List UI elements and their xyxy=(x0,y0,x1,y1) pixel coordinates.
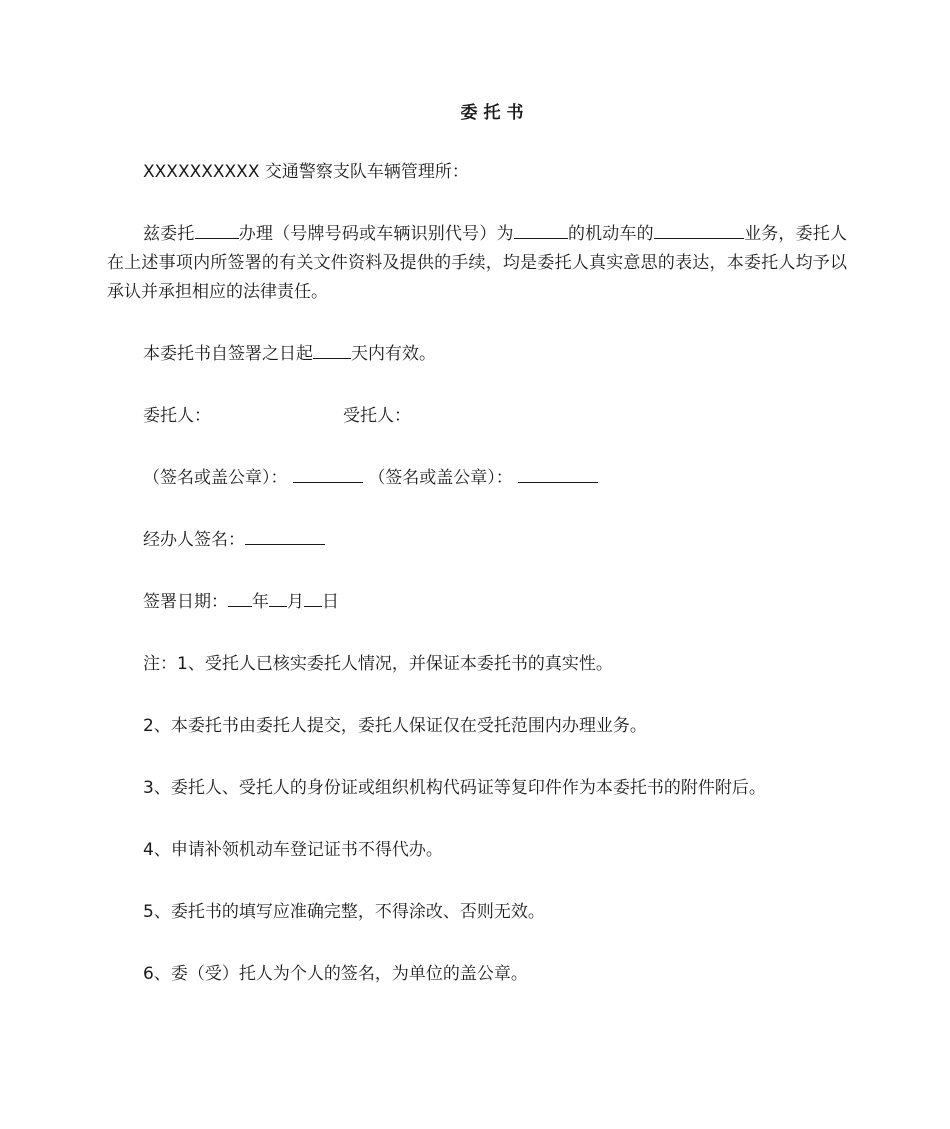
note-item: 2、本委托书由委托人提交，委托人保证仅在受托范围内办理业务。 xyxy=(143,716,647,736)
body-text-1: 兹委托 xyxy=(143,224,195,244)
blank-handler-signature xyxy=(245,527,325,545)
validity-before: 本委托书自签署之日起 xyxy=(143,344,313,364)
body-text-3: 的机动车的 xyxy=(567,224,654,244)
blank-days xyxy=(313,341,351,359)
addressee: XXXXXXXXXX 交通警察支队车辆管理所： xyxy=(143,162,469,182)
document-title: 委托书 xyxy=(460,103,530,123)
note-item: 3、委托人、受托人的身份证或组织机构代码证等复印件作为本委托书的附件附后。 xyxy=(143,778,766,798)
blank-month xyxy=(269,589,287,607)
blank-principal-signature xyxy=(293,465,363,483)
note-item: 5、委托书的填写应准确完整，不得涂改、否则无效。 xyxy=(143,902,545,922)
validity-after: 天内有效。 xyxy=(351,344,436,364)
signature-line xyxy=(143,464,598,493)
note-item: 6、委（受）托人为个人的签名，为单位的盖公章。 xyxy=(143,964,528,984)
blank-year xyxy=(228,589,252,607)
note-item: 4、申请补领机动车登记证书不得代办。 xyxy=(143,840,443,860)
blank-agent xyxy=(195,221,239,239)
blank-day xyxy=(304,589,322,607)
body-text-4: 业务，委托人在上述事项内所签署的有关文件资料及提供的手续，均是委托人真实意思的表达，本委托人均予以承认并承担相应的法律责任。 xyxy=(107,224,847,302)
date-day: 日 xyxy=(322,592,339,612)
blank-agent-signature xyxy=(518,465,598,483)
date-month: 月 xyxy=(287,592,304,612)
date-line xyxy=(143,588,339,617)
principal-label: 委托人： xyxy=(143,406,211,426)
blank-plate-number xyxy=(514,221,568,239)
principal-sign-label: （签名或盖公章）： xyxy=(143,468,288,488)
agent-sign-label: （签名或盖公章）： xyxy=(368,468,513,488)
note-item: 注：1、受托人已核实委托人情况，并保证本委托书的真实性。 xyxy=(143,654,613,674)
handler-line xyxy=(143,526,325,555)
body-text-2: 办理（号牌号码或车辆识别代号）为 xyxy=(238,224,514,244)
date-year: 年 xyxy=(252,592,269,612)
date-label: 签署日期： xyxy=(143,592,228,612)
validity-line xyxy=(143,340,436,369)
blank-business-type xyxy=(654,221,744,239)
body-paragraph xyxy=(107,220,847,307)
handler-label: 经办人签名： xyxy=(143,530,245,550)
agent-label: 受托人： xyxy=(343,406,411,426)
